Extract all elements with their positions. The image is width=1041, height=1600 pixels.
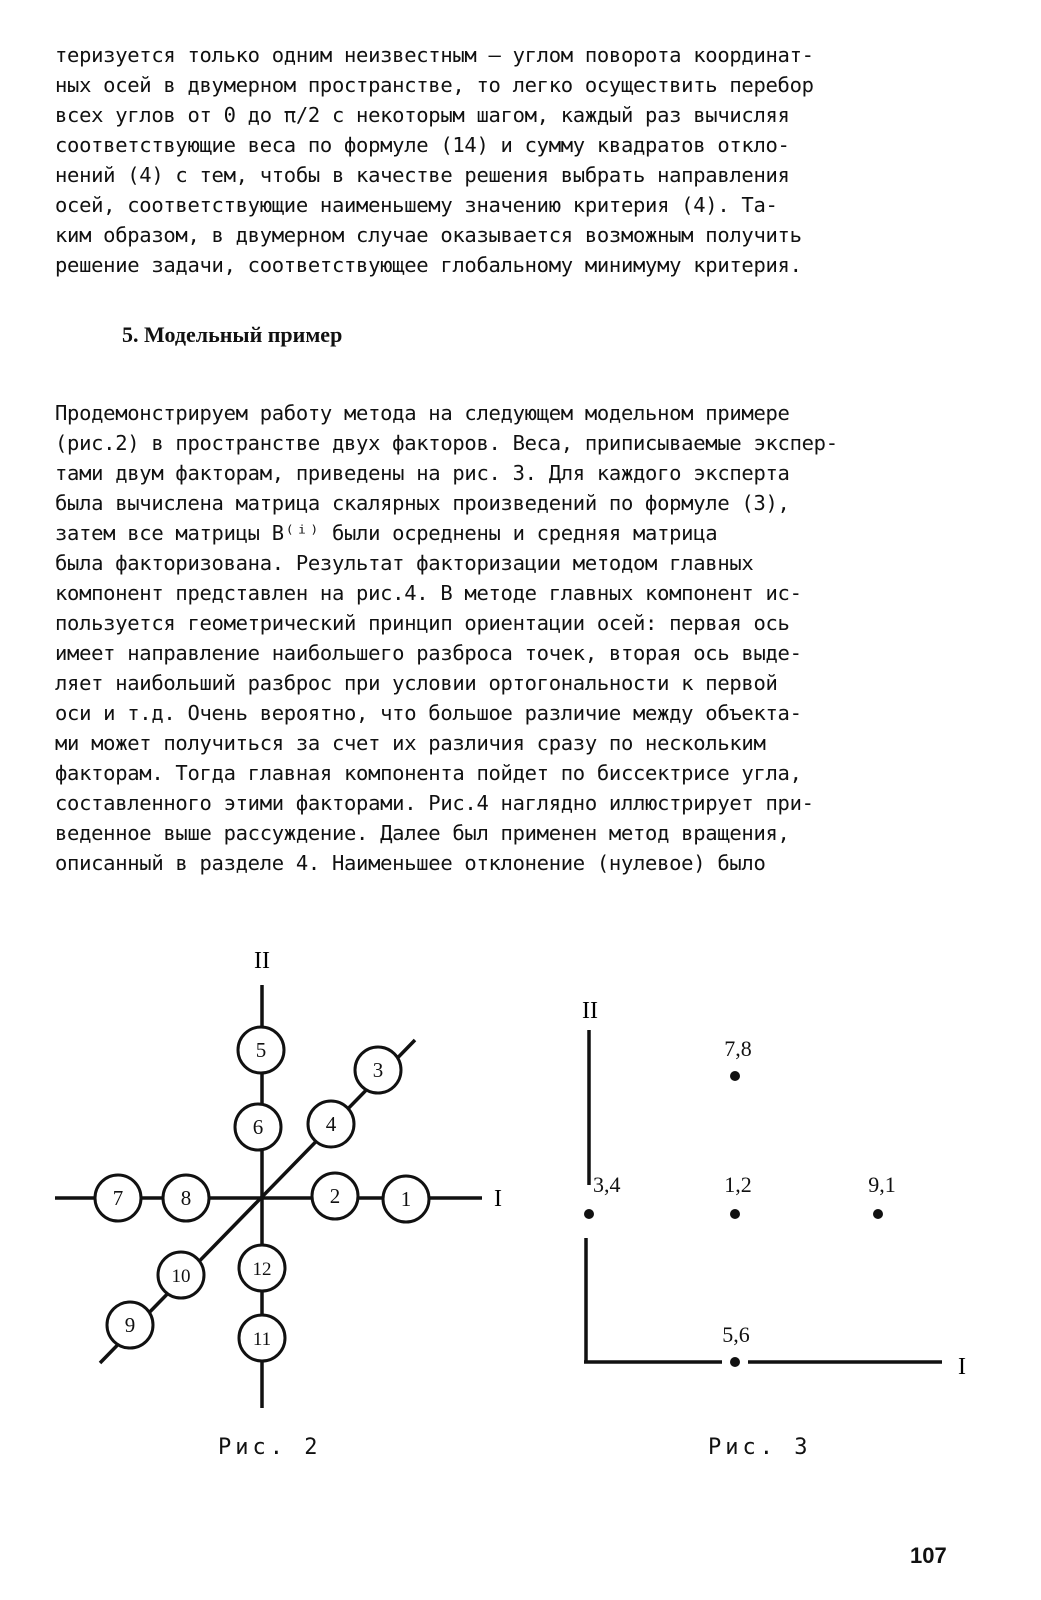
node-label: 6 <box>252 1115 264 1139</box>
node-label: 9 <box>124 1313 136 1337</box>
data-point <box>730 1071 740 1081</box>
text-line: тами двум факторам, приведены на рис. 3. Для каждого эксперта <box>55 461 790 485</box>
text-line: решение задачи, соответствующее глобальному минимуму критерия. <box>55 253 802 277</box>
text-line: оси и т.д. Очень вероятно, что большое различие между объекта- <box>55 701 802 725</box>
point-label: 3,4 <box>593 1172 621 1197</box>
node-label: 12 <box>252 1259 272 1280</box>
text-line: нений (4) с тем, чтобы в качестве решения выбрать направления <box>55 163 790 187</box>
node-label: 4 <box>325 1112 337 1136</box>
node-label: 1 <box>400 1187 412 1211</box>
page-number: 107 <box>910 1543 947 1568</box>
data-point <box>873 1209 883 1219</box>
text-line: (рис.2) в пространстве двух факторов. Веса, приписываемые экспер- <box>55 431 838 455</box>
node-label: 2 <box>329 1184 341 1208</box>
figure-2 <box>0 940 540 1420</box>
point-label: 7,8 <box>724 1036 752 1061</box>
text-line: всех углов от 0 до π/2 с некоторым шагом, каждый раз вычисляя <box>55 103 790 127</box>
point-label: 1,2 <box>724 1172 752 1197</box>
node-label: 5 <box>255 1038 267 1062</box>
text-line: ким образом, в двумерном случае оказывается возможным получить <box>55 223 802 247</box>
node-label: 11 <box>252 1329 272 1350</box>
text-line: факторам. Тогда главная компонента пойдет по биссектрисе угла, <box>55 761 802 785</box>
text-line: веденное выше рассуждение. Далее был применен метод вращения, <box>55 821 790 845</box>
text-line: была вычислена матрица скалярных произведений по формуле (3), <box>55 491 790 515</box>
section-title: 5. Модельный пример <box>122 322 343 347</box>
text-line: описанный в разделе 4. Наименьшее отклонение (нулевое) было <box>55 851 766 875</box>
text-line: ми может получиться за счет их различия сразу по нескольким <box>55 731 766 755</box>
intro-paragraph <box>55 40 814 280</box>
text-line: ных осей в двумерном пространстве, то легко осуществить перебор <box>55 73 814 97</box>
figure-3 <box>560 990 1000 1400</box>
axis-label-ii: II <box>254 948 270 974</box>
text-line: затем все матрицы B⁽ⁱ⁾ были осреднены и средняя матрица <box>55 521 718 545</box>
node-label: 7 <box>112 1186 124 1210</box>
text-line: имеет направление наибольшего разброса точек, вторая ось выде- <box>55 641 802 665</box>
data-point <box>584 1209 594 1219</box>
body-paragraph <box>55 398 838 878</box>
text-line: компонент представлен на рис.4. В методе главных компонент ис- <box>55 581 802 605</box>
point-label: 9,1 <box>868 1172 896 1197</box>
text-line: теризуется только одним неизвестным – углом поворота координат- <box>55 43 814 67</box>
data-point <box>730 1357 740 1367</box>
text-line: пользуется геометрический принцип ориентации осей: первая ось <box>55 611 790 635</box>
text-line: составленного этими факторами. Рис.4 наглядно иллюстрирует при- <box>55 791 814 815</box>
text-line: Продемонстрируем работу метода на следующем модельном примере <box>55 401 790 425</box>
figure-3-caption: Рис. 3 <box>708 1435 812 1460</box>
text-line: ляет наибольший разброс при условии ортогональности к первой <box>55 671 778 695</box>
axis-label-i: I <box>494 1186 502 1212</box>
text-line: соответствующие веса по формуле (14) и сумму квадратов откло- <box>55 133 790 157</box>
text-line: была факторизована. Результат факторизации методом главных <box>55 551 754 575</box>
point-label: 5,6 <box>722 1322 750 1347</box>
axis-label-i: I <box>958 1354 966 1380</box>
text-line: осей, соответствующие наименьшему значению критерия (4). Та- <box>55 193 778 217</box>
node-label: 10 <box>171 1266 191 1287</box>
data-point <box>730 1209 740 1219</box>
node-label: 8 <box>180 1186 192 1210</box>
axis-label-ii: II <box>582 998 598 1024</box>
figure-2-caption: Рис. 2 <box>218 1435 322 1460</box>
node-label: 3 <box>372 1058 384 1082</box>
